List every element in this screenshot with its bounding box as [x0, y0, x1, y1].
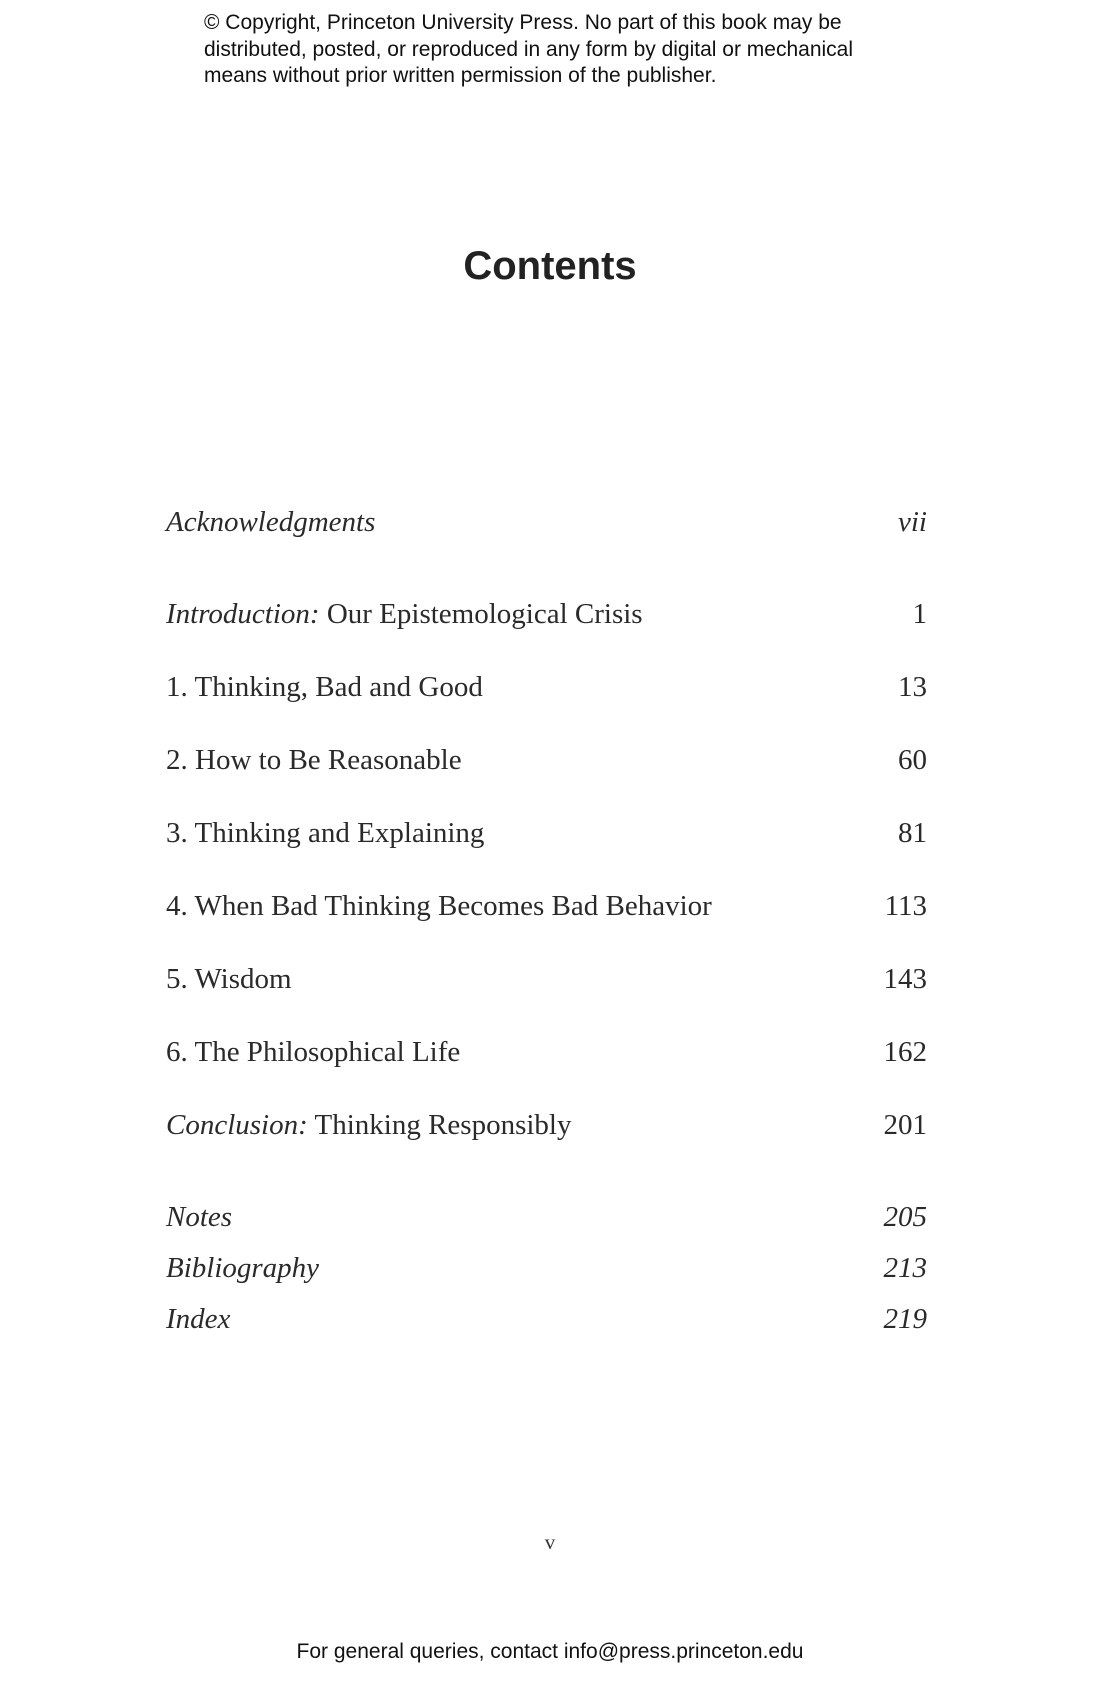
toc-entry-chapter-4[interactable] [166, 886, 927, 926]
toc-entry-title: Acknowledgments [166, 506, 376, 538]
toc-entry-page: 201 [883, 1109, 927, 1141]
toc-entry-page: 205 [883, 1201, 927, 1233]
toc-entry-chapter-1[interactable] [166, 667, 927, 707]
toc-entry-bibliography[interactable] [166, 1248, 927, 1288]
toc-entry-chapter-5[interactable] [166, 959, 927, 999]
toc-entry-title: 2. How to Be Reasonable [166, 744, 462, 776]
toc-entry-page: 162 [883, 1036, 927, 1068]
toc-entry-chapter-6[interactable] [166, 1032, 927, 1072]
toc-entry-title: Notes [166, 1201, 233, 1233]
copyright-line: © Copyright, Princeton University Press. No part of this book may be [204, 11, 842, 34]
page-title: Contents [463, 244, 637, 288]
toc-entry-page: 13 [898, 671, 927, 703]
toc-entry-conclusion[interactable] [166, 1105, 927, 1145]
toc-entry-title [166, 594, 643, 634]
toc-entry-title: Bibliography [166, 1252, 320, 1284]
toc-entry-chapter-2[interactable] [166, 740, 927, 780]
toc-entry-index[interactable] [166, 1299, 927, 1339]
toc-entry-title: 3. Thinking and Explaining [166, 817, 485, 849]
toc-entry-prefix: Introduction: [166, 598, 320, 630]
toc-entry-page: 113 [884, 890, 927, 922]
toc-entry-title: 4. When Bad Thinking Becomes Bad Behavior [166, 890, 712, 922]
toc-entry-title [166, 1105, 572, 1145]
toc-entry-prefix: Conclusion: [166, 1109, 308, 1141]
toc-entry-title: 5. Wisdom [166, 963, 292, 995]
toc-entry-introduction[interactable] [166, 594, 927, 634]
toc-entry-page: 143 [883, 963, 927, 995]
toc-entry-page: 81 [898, 817, 927, 849]
copyright-line: distributed, posted, or reproduced in any form by digital or mechanical [204, 37, 854, 61]
toc-entry-subtitle: Our Epistemological Crisis [326, 598, 643, 630]
copyright-line: means without prior written permission of the publisher. [204, 64, 717, 87]
toc-entry-notes[interactable] [166, 1197, 927, 1237]
page-number: v [544, 1530, 556, 1554]
toc-entry-title: 1. Thinking, Bad and Good [166, 671, 483, 703]
toc-entry-chapter-3[interactable] [166, 813, 927, 853]
toc-entry-page: 60 [898, 744, 927, 776]
toc-entry-title: 6. The Philosophical Life [166, 1036, 461, 1068]
toc-entry-page: 213 [883, 1252, 927, 1284]
toc-entry-page: 1 [912, 598, 927, 630]
toc-entry-page: vii [898, 506, 927, 538]
toc-entry-page: 219 [883, 1303, 927, 1335]
table-of-contents [166, 0, 927, 1700]
toc-entry-acknowledgments[interactable] [166, 502, 927, 542]
toc-entry-subtitle: Thinking Responsibly [314, 1109, 572, 1141]
footer-contact: For general queries, contact info@press.princeton.edu [296, 1640, 804, 1663]
toc-entry-title: Index [166, 1303, 231, 1335]
